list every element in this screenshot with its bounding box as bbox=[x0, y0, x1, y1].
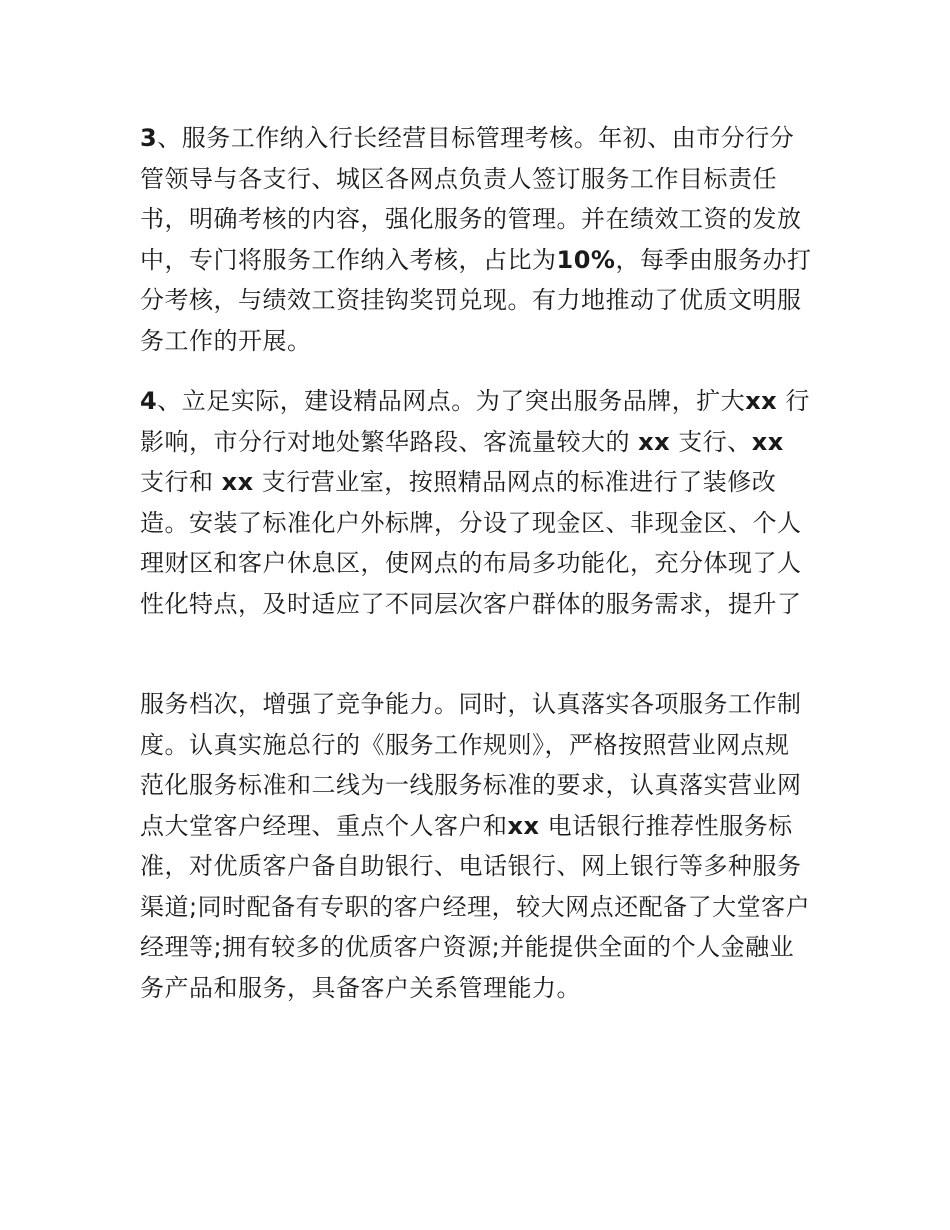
paragraph-text: 支行、 bbox=[678, 427, 752, 456]
paragraph-continued bbox=[140, 684, 812, 1008]
paragraph-text: 行影响，市分行对地处繁华路段、客流量较大的 bbox=[140, 387, 810, 456]
paragraph-text: 、立足实际，建设精品网点。为了突出服务品牌，扩大 bbox=[157, 387, 746, 415]
paragraph-text: 、服务工作纳入行长经营目标管理考核。年初、由市分行分管领导与各支行、城区各网点负责人签订服务工作目标责任书，明确考核的内容，强化服务的管理。并在绩效工资的发放中，专门将服务工作纳入考核，占比为 bbox=[140, 124, 802, 274]
paragraph-text: 支行营业室，按照精品网点的标准进行了装修改造。安装了标准化户外标牌，分设了现金区、非现金区、个人理财区和客户休息区，使网点的布局多功能化，充分体现了人性化特点，及时适应了不同层次客户群体的服务需求，提升了 bbox=[140, 468, 802, 618]
paragraph-text: ，每季由服务办打分考核，与绩效工资挂钩奖罚兑现。有力地推动了优质文明服务工作的开展。 bbox=[140, 245, 812, 355]
placeholder-xx: xx bbox=[221, 468, 254, 496]
percentage-value: 10% bbox=[556, 245, 616, 274]
placeholder-xx: xx bbox=[507, 811, 540, 840]
paragraph-4 bbox=[140, 381, 812, 624]
placeholder-xx: xx bbox=[751, 427, 784, 456]
paragraph-3 bbox=[140, 118, 812, 361]
placeholder-xx: xx bbox=[745, 387, 778, 415]
paragraph-text: 支行和 bbox=[140, 468, 214, 496]
item-number: 4 bbox=[140, 387, 158, 415]
paragraph-text: 服务档次，增强了竞争能力。同时，认真落实各项服务工作制度。认真实施总行的《服务工作规则》，严格按照营业网点规范化服务标准和二线为一线服务标准的要求，认真落实营业网点大堂客户经理、重点个人客户和 bbox=[140, 690, 802, 840]
item-number: 3 bbox=[140, 124, 158, 152]
paragraph-text: 电话银行推荐性服务标准，对优质客户备自助银行、电话银行、网上银行等多种服务渠道;同时配备有专职的客户经理，较大网点还配备了大堂客户经理等;拥有较多的优质客户资源;并能提供全面的个人金融业务产品和服务，具备客户关系管理能力。 bbox=[140, 811, 811, 1002]
placeholder-xx: xx bbox=[638, 427, 671, 456]
